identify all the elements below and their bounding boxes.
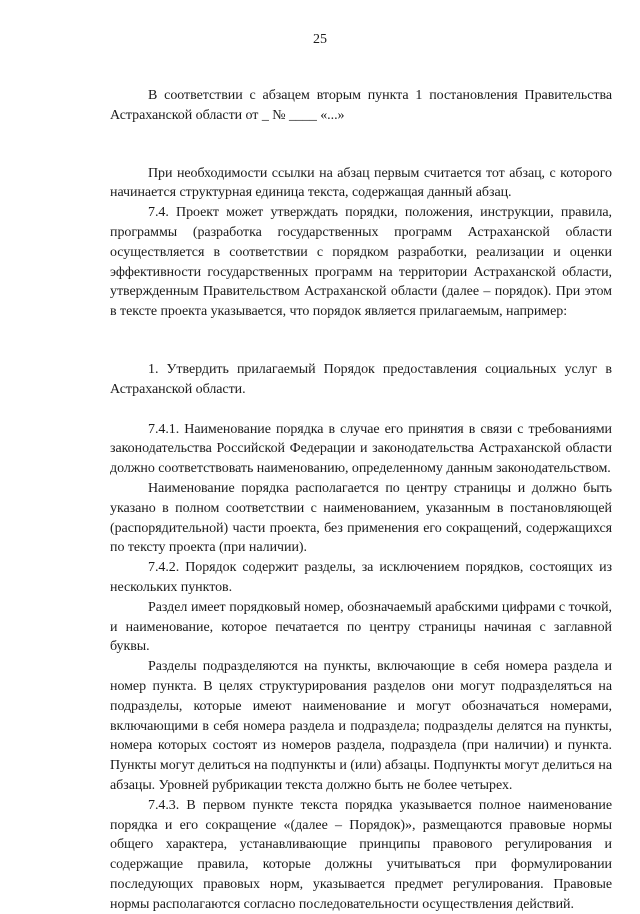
paragraph-abzac-definition: При необходимости ссылки на абзац первым считается тот абзац, с которого начинается структурная единица текста, содержащая данный абзац. <box>110 165 612 201</box>
paragraph-7-4-3: 7.4.3. В первом пункте текста порядка указывается полное наименование порядка и его сокращение «(далее – Порядок)», размещаются правовые нормы общего характера, устанавливающие принципы правового регулирования и содержащие правила, которые должны учитываться при формулировании последующих правовых норм, указывается предмет регулирования. Правовые нормы располагаются согласно последовательности осуществления действий. <box>110 797 612 912</box>
paragraph-subdivision-rules: Разделы подразделяются на пункты, включающие в себя номера раздела и номер пункта. В целях структурирования разделов они могут подразделяться на подразделы, которые имеют наименование и могут обозначаться номерами, включающими в себя номера раздела и подраздела; подразделы делятся на пункты, номера которых состоят из номеров раздела, подраздела (при наличии) и пункта. Пункты могут делиться на подпункты и (или) абзацы. Подпункты могут делиться на абзацы. Уровней рубрикации текста должно быть не более четырех. <box>110 659 612 793</box>
page-number: 25 <box>313 32 327 47</box>
paragraph-7-4: 7.4. Проект может утверждать порядки, положения, инструкции, правила, программы (разработка государственных программ Астраханской области осуществляется в соответствии с порядком разработки, реализации и оценки эффективности государственных программ на территории Астраханской области, утвержденным Правительством Астраханской области (далее – порядок). При этом в тексте проекта указывается, что порядок является прилагаемым, например: <box>110 205 612 320</box>
document-body <box>110 86 612 914</box>
example-reference-paragraph: В соответствии с абзацем вторым пункта 1 постановления Правительства Астраханской области от _ № ____ «...» <box>110 88 612 123</box>
paragraph-7-4-1: 7.4.1. Наименование порядка в случае его принятия в связи с требованиями законодательства Российской Федерации и законодательства Астраханской области должно соответствовать наименованию, определенному данным законодательством. <box>110 421 612 477</box>
paragraph-section-numbering: Раздел имеет порядковый номер, обозначаемый арабскими цифрами с точкой, и наименование, которое печатается по центру страницы начиная с заглавной буквы. <box>110 599 612 655</box>
paragraph-7-4-2: 7.4.2. Порядок содержит разделы, за исключением порядков, состоящих из нескольких пунктов. <box>110 560 612 595</box>
example-approval-paragraph: 1. Утвердить прилагаемый Порядок предоставления социальных услуг в Астраханской области. <box>110 361 612 397</box>
paragraph-name-placement: Наименование порядка располагается по центру страницы и должно быть указано в полном соответствии с наименованием, указанным в постановляющей (распорядительной) части проекта, без применения его сокращений, содержащихся по тексту проекта (при наличии). <box>110 480 612 556</box>
